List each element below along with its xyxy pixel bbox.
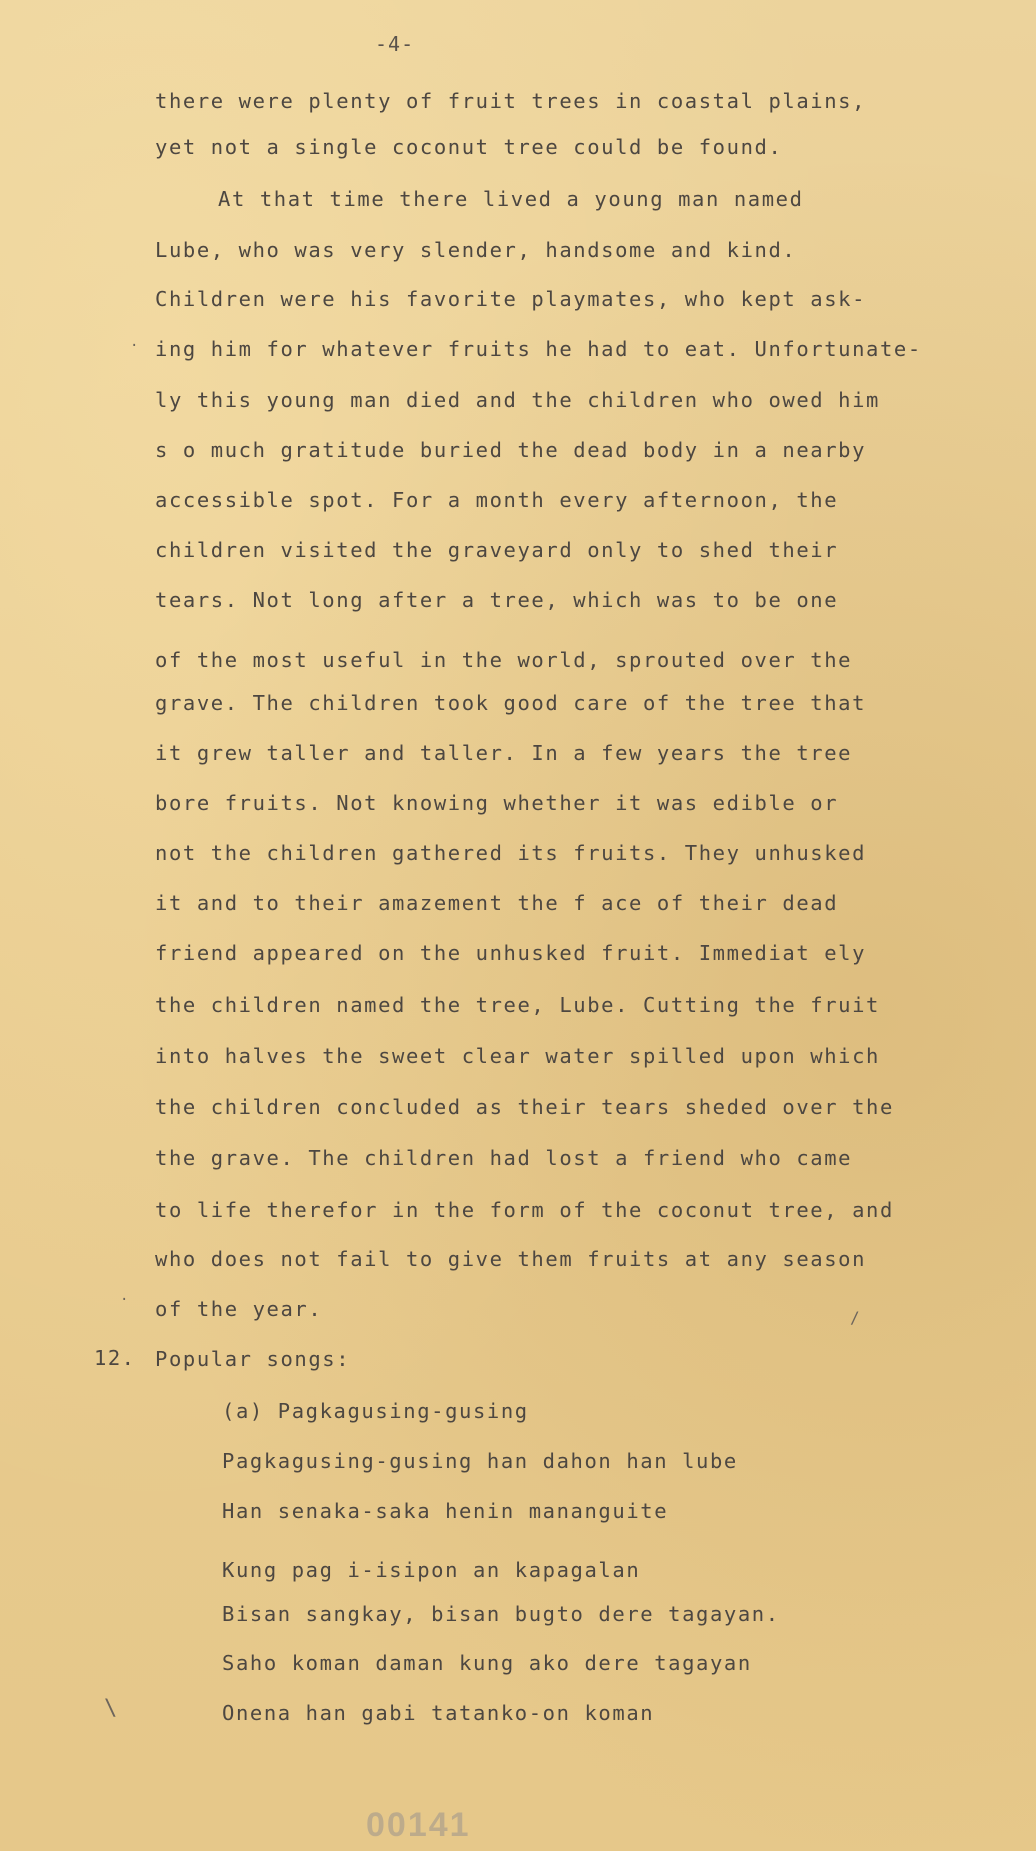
song-title: (a) Pagkagusing-gusing — [222, 1399, 529, 1423]
paragraph-line: who does not fail to give them fruits at any season — [155, 1247, 867, 1271]
paragraph-line: ly this young man died and the children who owed him — [155, 388, 880, 412]
paragraph-line: not the children gathered its fruits. They unhusked — [155, 841, 867, 865]
paragraph-line: ing him for whatever fruits he had to eat. Unfortunate- — [155, 337, 922, 361]
paragraph-line: of the most useful in the world, sprouted over the — [155, 648, 853, 672]
paragraph-line: into halves the sweet clear water spilled upon which — [155, 1044, 880, 1068]
song-line: Onena han gabi tatanko-on koman — [222, 1701, 655, 1725]
song-line: Bisan sangkay, bisan bugto dere tagayan. — [222, 1602, 780, 1626]
paragraph-line: accessible spot. For a month every afternoon, the — [155, 488, 839, 512]
paragraph-line: the children concluded as their tears sheded over the — [155, 1095, 894, 1119]
paragraph-line: of the year. — [155, 1297, 323, 1321]
paragraph-line: there were plenty of fruit trees in coastal plains, — [155, 89, 867, 113]
section-number: 12. — [94, 1346, 136, 1370]
paragraph-line: the children named the tree, Lube. Cutting the fruit — [155, 993, 880, 1017]
margin-mark: · — [120, 1292, 129, 1308]
paragraph-line: bore fruits. Not knowing whether it was edible or — [155, 791, 839, 815]
margin-mark: \ — [104, 1696, 118, 1721]
margin-mark: · — [130, 338, 139, 354]
paragraph-line: children visited the graveyard only to shed their — [155, 538, 839, 562]
paragraph-line: At that time there lived a young man named — [218, 187, 804, 211]
section-heading: Popular songs: — [155, 1347, 351, 1371]
song-line: Pagkagusing-gusing han dahon han lube — [222, 1449, 738, 1473]
paragraph-line: s o much gratitude buried the dead body in a nearby — [155, 438, 867, 462]
margin-mark: / — [850, 1308, 860, 1327]
song-line: Saho koman daman kung ako dere tagayan — [222, 1651, 752, 1675]
song-line: Kung pag i-isipon an kapagalan — [222, 1558, 641, 1582]
paragraph-line: it and to their amazement the f ace of their dead — [155, 891, 839, 915]
paragraph-line: friend appeared on the unhusked fruit. Immediat ely — [155, 941, 867, 965]
song-line: Han senaka-saka henin mananguite — [222, 1499, 669, 1523]
paragraph-line: yet not a single coconut tree could be found. — [155, 135, 783, 159]
paragraph-line: tears. Not long after a tree, which was to be one — [155, 588, 839, 612]
paragraph-line: it grew taller and taller. In a few years the tree — [155, 741, 853, 765]
paragraph-line: grave. The children took good care of the tree that — [155, 691, 867, 715]
archive-stamp: 00141 — [366, 1806, 471, 1844]
page-number: -4- — [375, 32, 415, 56]
paragraph-line: Children were his favorite playmates, who kept ask- — [155, 287, 867, 311]
paragraph-line: Lube, who was very slender, handsome and kind. — [155, 238, 797, 262]
paragraph-line: the grave. The children had lost a friend who came — [155, 1146, 853, 1170]
paragraph-line: to life therefor in the form of the coconut tree, and — [155, 1198, 894, 1222]
